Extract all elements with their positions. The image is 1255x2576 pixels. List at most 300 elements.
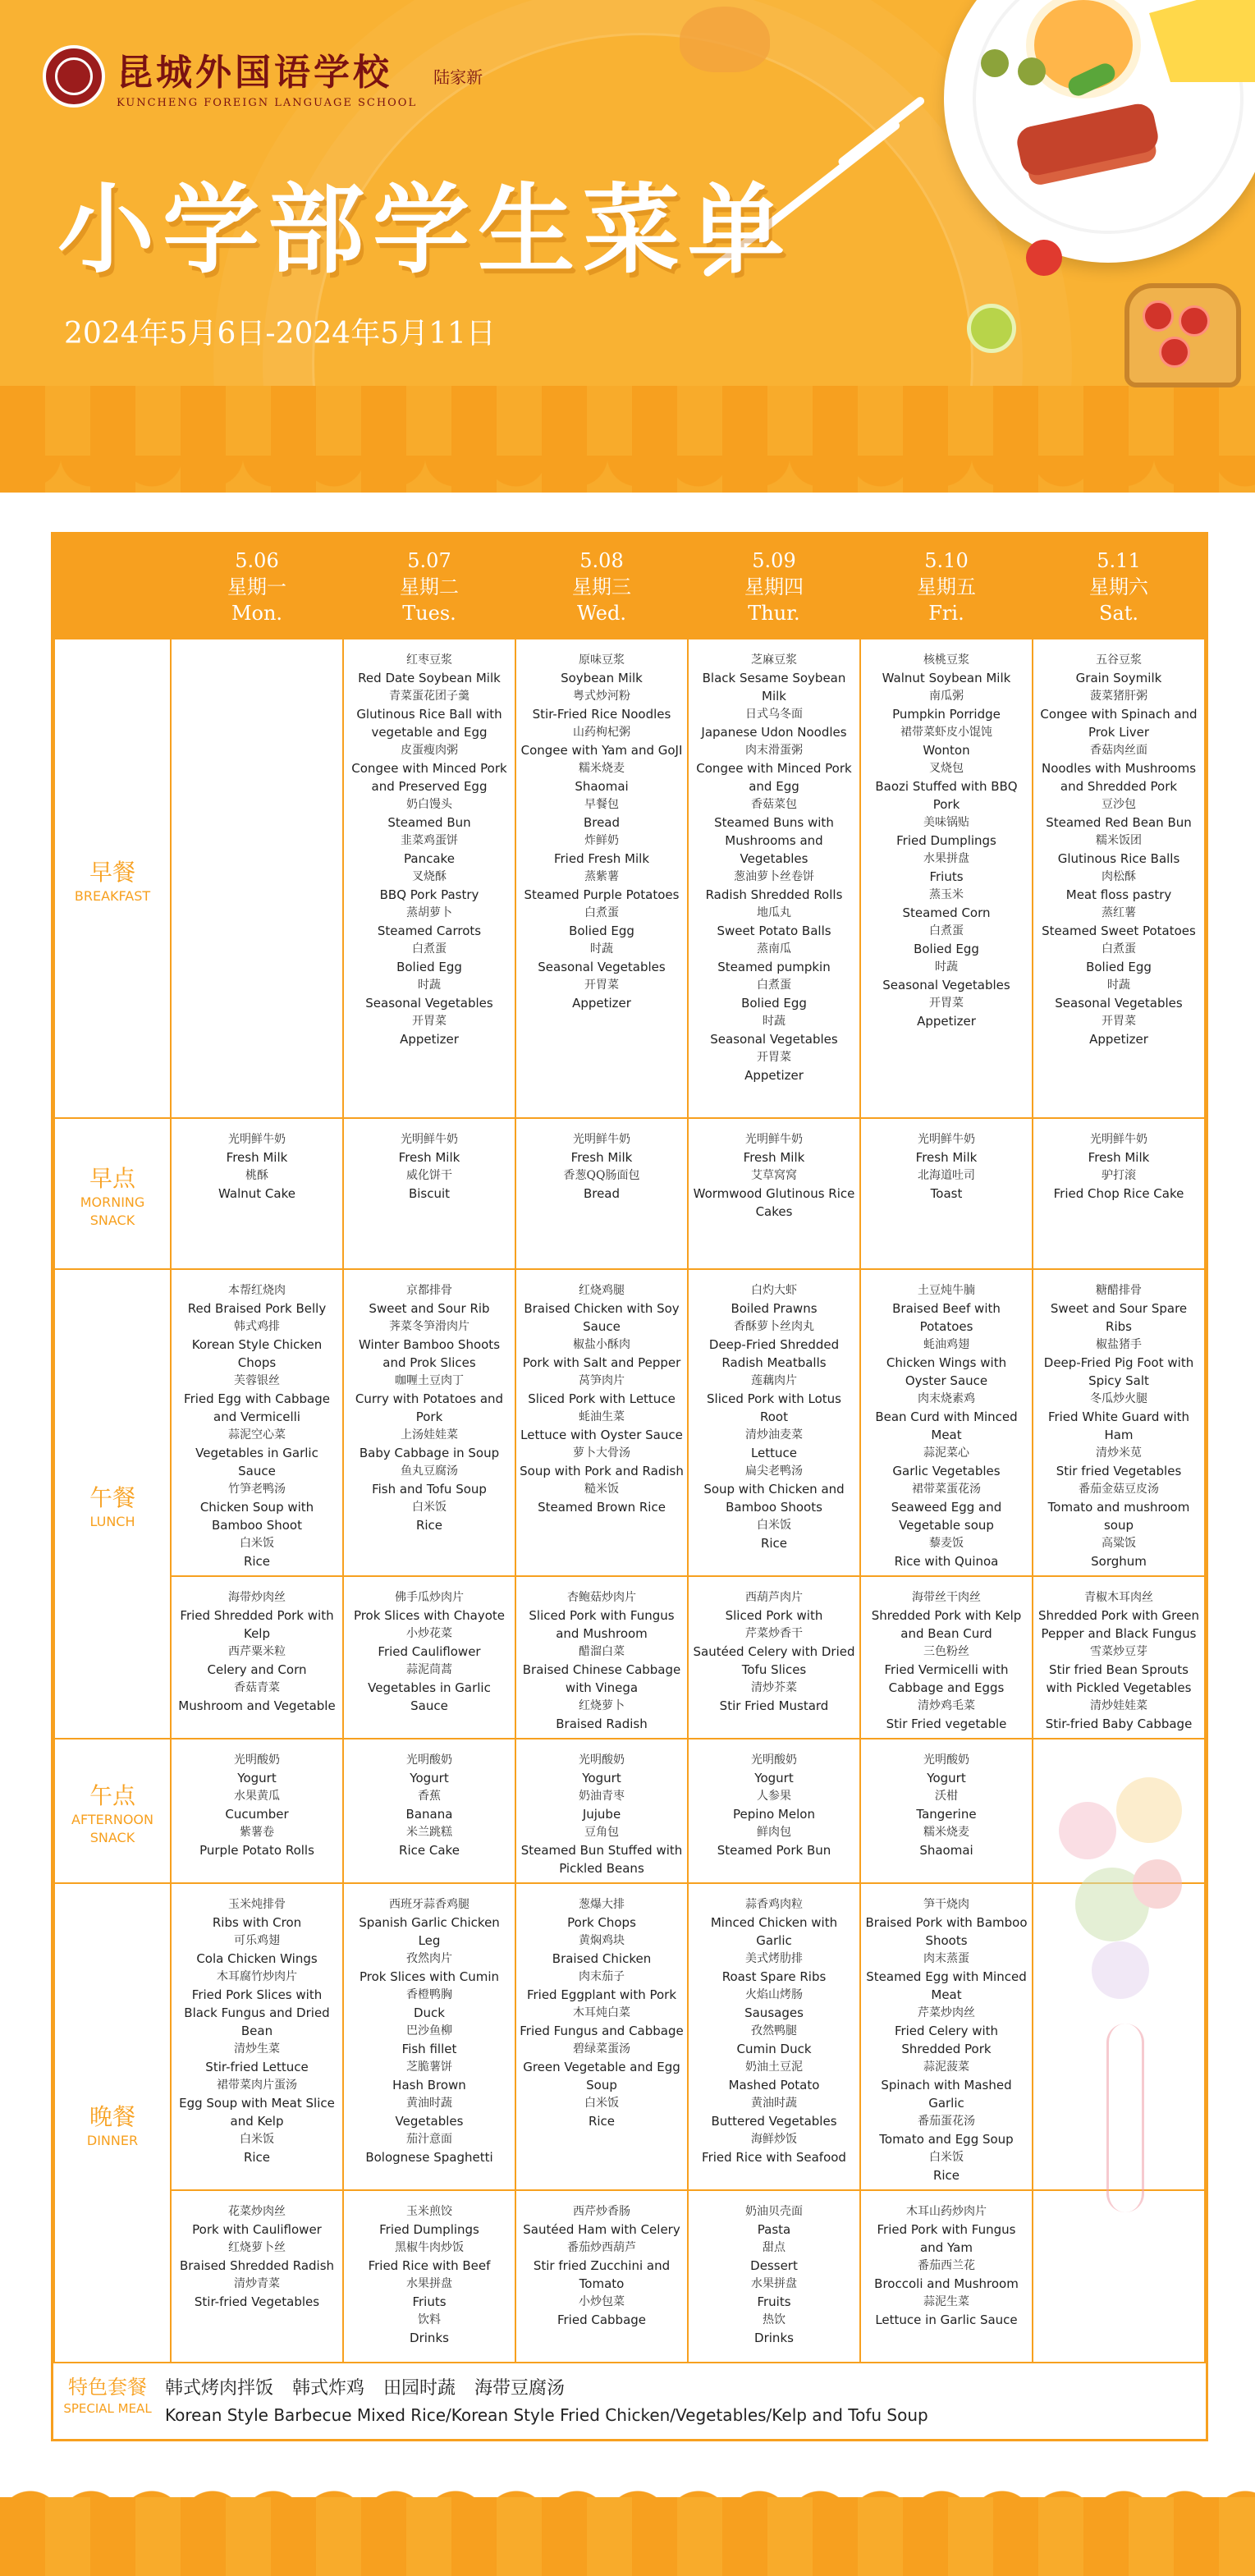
dish-name-cn: 美味锅贴 [923,816,969,829]
menu-cell [688,2190,860,2363]
dish-name-en: Steamed Corn [902,905,991,920]
dish-name-en: Deep-Fried Shredded Radish Meatballs [708,1337,840,1370]
dish-name-cn: 青菜蛋花团子羹 [389,690,469,703]
dish-name-cn: 肉末滑蛋粥 [745,744,803,757]
tomato-slice-decoration [1159,337,1190,368]
dish-name-en: Fried Rice with Seafood [702,2150,846,2165]
dish-name-en: Tomato and Egg Soup [879,2132,1014,2147]
dish-name-en: Congee with Spinach and Prok Liver [1040,707,1198,740]
menu-cell [515,1269,688,1576]
dish-name-cn: 韩式鸡排 [234,1320,280,1333]
menu-cell [343,1576,515,1739]
dish-name-cn: 葱爆大排 [579,1898,625,1911]
dish-name-en: Steamed Buns with Mushrooms and Vegetables [714,815,834,866]
dish-name-en: Bolied Egg [914,942,979,956]
menu-cell [860,1883,1033,2190]
dish-name-cn: 醋溜白菜 [579,1645,625,1658]
dish-name-cn: 时蔬 [1107,979,1130,992]
dish-name-en: Sweet Potato Balls [717,924,831,938]
dish-name-en: Seasonal Vegetables [365,996,493,1011]
dish-name-en: Cucumber [225,1807,289,1822]
dish-name-en: Mushroom and Vegetable [178,1698,336,1713]
dish-name-en: Drinks [410,2331,449,2345]
dish-name-en: Fried Rice with Beef [368,2258,491,2273]
dish-name-cn: 番茄西兰花 [918,2259,975,2272]
flower-bouquet-decoration [1042,1753,1198,2237]
dish-name-cn: 椒盐小酥肉 [573,1338,630,1351]
dish-name-cn: 花菜炒肉丝 [228,2205,286,2218]
dish-name-en: Fresh Milk [570,1150,633,1165]
dish-name-en: Chicken Soup with Bamboo Shoot [199,1500,314,1533]
dish-name-cn: 日式乌冬面 [745,708,803,721]
dish-name-en: Steamed Carrots [377,924,482,938]
dish-name-en: Seaweed Egg and Vegetable soup [891,1500,1002,1533]
dish-name-cn: 人参果 [757,1790,791,1803]
dish-name-en: Cola Chicken Wings [196,1951,318,1966]
dish-name-cn: 清炒青菜 [234,2277,280,2290]
dish-name-cn: 冬瓜炒火腿 [1090,1392,1147,1405]
menu-table [51,532,1208,2441]
dish-name-cn: 蒸玉米 [929,888,964,901]
day-header: 5.08 星期三 Wed. [515,535,688,639]
dish-name-en: Sliced Pork with Fungus and Mushroom [529,1608,675,1641]
dish-name-en: Yogurt [237,1771,277,1785]
dish-name-en: Wonton [923,743,970,758]
dish-name-cn: 沃柑 [935,1790,958,1803]
dish-name-en: Fried Fungus and Cabbage [520,2024,684,2038]
dish-name-cn: 海带丝干肉丝 [912,1591,981,1604]
dish-name-en: Fresh Milk [743,1150,805,1165]
dish-name-cn: 白灼大虾 [751,1284,797,1297]
dish-name-en: Fried Fresh Milk [553,851,650,866]
dish-name-en: Pork Chops [567,1915,636,1930]
dish-name-cn: 裙带菜肉片蛋汤 [217,2079,297,2092]
dish-name-cn: 叉烧酥 [412,870,447,883]
dish-name-cn: 可乐鸡翅 [234,1934,280,1947]
school-signature: 陆家新 [433,67,483,87]
dish-name-en: Sautéed Ham with Celery [523,2222,680,2237]
dish-name-cn: 光明酸奶 [579,1753,625,1767]
dish-name-cn: 时蔬 [590,942,613,956]
dish-name-en: Cumin Duck [736,2042,812,2056]
dish-name-cn: 肉末蒸蛋 [923,1952,969,1965]
menu-cell [688,1883,860,2190]
menu-cell [860,1118,1033,1269]
dish-name-cn: 美式烤肋排 [745,1952,803,1965]
dish-name-cn: 上汤娃娃菜 [401,1428,458,1442]
dish-name-en: Vegetables in Garlic Sauce [368,1680,491,1713]
dish-name-en: Chicken Wings with Oyster Sauce [886,1355,1007,1388]
dish-name-en: Fried Cauliflower [378,1644,481,1659]
dish-name-cn: 红烧萝卜丝 [228,2241,286,2254]
dish-name-cn: 水果拼盘 [406,2277,452,2290]
menu-cell [1033,639,1205,1118]
olive-decoration [981,49,1009,77]
meal-row-lunch [54,1269,1205,1576]
dish-name-cn: 高粱饭 [1102,1537,1136,1550]
menu-cell [171,2190,343,2363]
dish-name-en: Fried White Guard with Ham [1047,1409,1190,1442]
dish-name-en: Red Braised Pork Belly [187,1301,327,1316]
dish-name-en: BBQ Pork Pastry [379,887,479,902]
dish-name-cn: 韭菜鸡蛋饼 [401,834,458,847]
dish-name-en: Bolognese Spaghetti [365,2150,493,2165]
menu-cell [343,1883,515,2190]
tomato-decoration [1026,240,1062,276]
day-header: 5.11 星期六 Sat. [1033,535,1205,639]
dish-name-en: Walnut Cake [218,1186,295,1201]
dish-name-en: Braised Radish [556,1717,648,1731]
menu-cell [343,2190,515,2363]
dish-name-cn: 水果黄瓜 [234,1790,280,1803]
dish-name-en: Prok Slices with Chayote [353,1608,506,1623]
dish-name-cn: 驴打滚 [1102,1169,1136,1182]
dish-name-cn: 热饮 [763,2313,786,2326]
dish-name-en: Sliced Pork with [725,1608,823,1623]
dish-name-cn: 鱼丸豆腐汤 [401,1464,458,1478]
dish-name-en: Steamed Bun [387,815,471,830]
dish-name-en: Soup with Pork and Radish [520,1464,684,1478]
dish-name-en: Rice [415,1518,443,1533]
menu-cell [343,1269,515,1576]
corner-cell [54,535,171,639]
dish-name-cn: 巴沙鱼柳 [406,2024,452,2037]
dish-name-en: Fried Shredded Pork with Kelp [180,1608,334,1641]
dish-name-cn: 黄焖鸡块 [579,1934,625,1947]
menu-cell [688,1118,860,1269]
dish-name-cn: 玉米煎饺 [406,2205,452,2218]
dish-name-cn: 光明酸奶 [406,1753,452,1767]
dish-name-en: Soup with Chicken and Bamboo Shoots [703,1482,845,1515]
meal-row-dinner-extra [54,2190,1205,2363]
dish-name-en: Jujube [582,1807,621,1822]
dish-name-cn: 北海道吐司 [918,1169,975,1182]
dish-name-en: Yogurt [410,1771,449,1785]
dish-name-cn: 蒜泥菜心 [923,1446,969,1460]
dish-name-cn: 小炒包菜 [579,2295,625,2308]
dish-name-en: Stir Fried Mustard [719,1698,829,1713]
dish-name-cn: 开胃菜 [757,1051,791,1064]
dish-name-en: Bread [583,815,621,830]
dish-name-en: Biscuit [408,1186,451,1201]
dish-name-cn: 香橙鸭胸 [406,1988,452,2001]
dish-name-cn: 光明鲜牛奶 [228,1133,286,1146]
dish-name-cn: 小炒花菜 [406,1627,452,1640]
menu-cell [171,1883,343,2190]
dish-name-cn: 光明酸奶 [234,1753,280,1767]
dish-name-cn: 肉末烧素鸡 [918,1392,975,1405]
dish-name-cn: 光明鲜牛奶 [401,1133,458,1146]
dish-name-en: Bolied Egg [396,960,462,974]
dish-name-en: Sausages [744,2005,804,2020]
dish-name-cn: 原味豆浆 [579,653,625,667]
dish-name-en: Rice [760,1536,788,1551]
tomato-slice-decoration [1143,300,1174,332]
dish-name-cn: 芝脆薯饼 [406,2060,452,2074]
dish-name-en: Lettuce [750,1446,798,1460]
dish-name-cn: 青椒木耳肉丝 [1084,1591,1153,1604]
dish-name-en: Rice with Quinoa [894,1554,999,1569]
dish-name-en: Pork with Cauliflower [192,2222,322,2237]
dish-name-cn: 番茄金菇豆皮汤 [1079,1483,1159,1496]
dish-name-cn: 蚝油鸡翅 [923,1338,969,1351]
dish-name-en: Rice Cake [399,1843,460,1858]
dish-name-en: Fried Chop Rice Cake [1053,1186,1184,1201]
dish-name-en: Steamed Pork Bun [717,1843,831,1858]
meal-row-breakfast [54,639,1205,1118]
day-header-row [54,535,1205,639]
menu-cell [1033,1118,1205,1269]
dish-name-en: Steamed Red Bean Bun [1046,815,1192,830]
dish-name-cn: 鲜肉包 [757,1826,791,1839]
dish-name-cn: 红烧鸡腿 [579,1284,625,1297]
dish-name-cn: 糖醋排骨 [1096,1284,1142,1297]
dish-name-en: Steamed Egg with Minced Meat [866,1969,1027,2002]
dish-name-cn: 蒜泥空心菜 [228,1428,286,1442]
dish-name-cn: 开胃菜 [584,979,619,992]
dish-name-cn: 红枣豆浆 [406,653,452,667]
day-header: 5.10 星期五 Fri. [860,535,1033,639]
dish-name-cn: 核桃豆浆 [923,653,969,667]
menu-cell [343,639,515,1118]
dish-name-en: Rice [243,1554,271,1569]
dish-name-en: Appetizer [744,1068,804,1083]
dish-name-cn: 葱油萝卜丝卷饼 [734,870,814,883]
dish-name-en: Stir-Fried Rice Noodles [532,707,671,722]
dish-name-cn: 饮料 [418,2313,441,2326]
dish-name-cn: 碧绿菜蛋汤 [573,2042,630,2056]
dish-name-en: Fish and Tofu Soup [372,1482,487,1497]
dish-name-en: Toast [930,1186,963,1201]
school-name-en: KUNCHENG FOREIGN LANGUAGE SCHOOL [117,97,418,109]
dish-name-cn: 清炒米苋 [1096,1446,1142,1460]
dish-name-en: Fried Dumplings [379,2222,479,2237]
dish-name-cn: 茄汁意面 [406,2133,452,2146]
dish-name-en: Rice [243,2150,271,2165]
dish-name-cn: 清炒生菜 [234,2042,280,2056]
menu-cell [171,1739,343,1883]
dish-name-en: Black Sesame Soybean Milk [702,671,846,704]
dish-name-cn: 香葱QQ肠面包 [563,1169,640,1182]
dish-name-en: Sliced Pork with Lettuce [528,1391,676,1406]
dish-name-cn: 竹笋老鸭汤 [228,1483,286,1496]
dish-name-cn: 白煮蛋 [412,942,447,956]
dish-name-en: Stir Fried vegetable [886,1717,1007,1731]
dish-name-cn: 香菇青菜 [234,1681,280,1694]
dish-name-en: Roast Spare Ribs [721,1969,827,1984]
dish-name-cn: 紫薯卷 [240,1826,274,1839]
dish-name-en: Stir-fried Vegetables [194,2294,320,2309]
meal-label: 午餐 LUNCH [54,1269,171,1739]
dish-name-cn: 白煮蛋 [757,979,791,992]
dish-name-cn: 三色粉丝 [923,1645,969,1658]
dish-name-en: Seasonal Vegetables [710,1032,838,1047]
dish-name-en: Stir fried Zucchini and Tomato [533,2258,671,2291]
dish-name-cn: 炸鲜奶 [584,834,619,847]
dish-name-cn: 莲藕肉片 [751,1374,797,1387]
dish-name-cn: 粤式炒河粉 [573,690,630,703]
dish-name-en: Winter Bamboo Shoots and Prok Slices [358,1337,501,1370]
dish-name-cn: 咖喱土豆肉丁 [395,1374,464,1387]
meal-label: 早点 MORNING SNACK [54,1118,171,1269]
dish-name-en: Steamed Purple Potatoes [524,887,680,902]
dish-name-cn: 椒盐猪手 [1096,1338,1142,1351]
dish-name-en: Banana [405,1807,453,1822]
dish-name-en: Sweet and Sour Spare Ribs [1050,1301,1188,1334]
dish-name-en: Bolied Egg [569,924,634,938]
dish-name-en: Pork with Salt and Pepper [522,1355,681,1370]
special-meal [53,2363,1206,2439]
dish-name-cn: 白煮蛋 [1102,942,1136,956]
dish-name-en: Fried Cabbage [557,2312,647,2327]
dish-name-en: Appetizer [572,996,631,1011]
menu-cell [343,1739,515,1883]
dish-name-en: Bolied Egg [741,996,807,1011]
school-seal-icon [43,45,105,108]
dish-name-cn: 裙带菜虾皮小馄饨 [900,726,992,739]
dish-name-cn: 早餐包 [584,798,619,811]
dish-name-cn: 番茄炒西葫芦 [567,2241,636,2254]
dish-name-en: Shredded Pork with Green Pepper and Black Fungus [1038,1608,1199,1641]
dish-name-cn: 蒜泥生菜 [923,2295,969,2308]
dish-name-cn: 时蔬 [763,1015,786,1028]
dish-name-cn: 蒸南瓜 [757,942,791,956]
dish-name-en: Hash Brown [392,2078,466,2092]
dish-name-en: Fried Celery with Shredded Pork [894,2024,999,2056]
dish-name-cn: 光明酸奶 [751,1753,797,1767]
dish-name-cn: 荠菜冬笋滑肉片 [389,1320,469,1333]
dish-name-cn: 芙蓉银丝 [234,1374,280,1387]
dish-name-en: Noodles with Mushrooms and Shredded Pork [1041,761,1197,794]
dish-name-en: Yogurt [927,1771,966,1785]
dish-name-en: Appetizer [400,1032,459,1047]
dish-name-cn: 光明鲜牛奶 [745,1133,803,1146]
dish-name-cn: 番茄蛋花汤 [918,2115,975,2128]
day-header: 5.06 星期一 Mon. [171,535,343,639]
dish-name-cn: 奶白馒头 [406,798,452,811]
dish-name-en: Japanese Udon Noodles [701,725,847,740]
menu-cell [171,1576,343,1739]
dish-name-en: Mashed Potato [728,2078,820,2092]
dish-name-cn: 本帮红烧肉 [228,1284,286,1297]
dish-name-cn: 芝麻豆浆 [751,653,797,667]
dish-name-en: Fried Egg with Cabbage and Vermicelli [184,1391,330,1424]
dish-name-en: Friuts [929,869,964,884]
meal-row-lunch-extra [54,1576,1205,1739]
dish-name-cn: 糙米饭 [584,1483,619,1496]
dish-name-en: Stir fried Bean Sprouts with Pickled Vegetables [1046,1662,1192,1695]
meal-label: 早餐 BREAKFAST [54,639,171,1118]
dish-name-cn: 五谷豆浆 [1096,653,1142,667]
dish-name-cn: 肉松酥 [1102,870,1136,883]
dish-name-en: Yogurt [754,1771,794,1785]
dish-name-en: Purple Potato Rolls [199,1843,314,1858]
dish-name-cn: 白煮蛋 [929,924,964,937]
olive-decoration [1018,57,1046,85]
dish-name-en: Tomato and mushroom soup [1047,1500,1190,1533]
menu-cell [860,639,1033,1118]
dish-name-en: Broccoli and Mushroom [874,2276,1019,2291]
dish-name-cn: 开胃菜 [929,997,964,1010]
dish-name-cn: 糯米饭团 [1096,834,1142,847]
menu-cell [515,1576,688,1739]
croissant-decoration [680,7,770,72]
dish-name-cn: 山药枸杞粥 [573,726,630,739]
dish-name-cn: 光明鲜牛奶 [1090,1133,1147,1146]
dish-name-cn: 艾草窝窝 [751,1169,797,1182]
dish-name-en: Steamed Sweet Potatoes [1042,924,1196,938]
dish-name-en: Steamed pumpkin [717,960,831,974]
dish-name-cn: 地瓜丸 [757,906,791,919]
dish-name-cn: 白米饭 [240,2133,274,2146]
toast-decoration [1124,283,1241,387]
dish-name-en: Bean Curd with Minced Meat [875,1409,1018,1442]
dish-name-cn: 奶油贝壳面 [745,2205,803,2218]
dish-name-cn: 海鲜炒饭 [751,2133,797,2146]
dish-name-cn: 时蔬 [935,960,958,974]
dish-name-cn: 黑椒牛肉炒饭 [395,2241,464,2254]
dish-name-en: Shaomai [575,779,629,794]
menu-cell [171,1269,343,1576]
dish-name-cn: 莴笋肉片 [579,1374,625,1387]
dish-name-cn: 木耳山药炒肉片 [906,2205,987,2218]
dish-name-en: Congee with Minced Pork and Egg [696,761,852,794]
lime-decoration [967,304,1016,353]
dish-name-cn: 土豆炖牛腩 [918,1284,975,1297]
dish-name-cn: 香菇肉丝面 [1090,744,1147,757]
dish-name-en: Pumpkin Porridge [892,707,1001,722]
dish-name-en: Walnut Soybean Milk [882,671,1011,685]
dish-name-cn: 香蕉 [418,1790,441,1803]
dish-name-cn: 白煮蛋 [584,906,619,919]
dish-name-cn: 裙带菜蛋花汤 [912,1483,981,1496]
dish-name-en: Spanish Garlic Chicken Leg [359,1915,500,1948]
dish-name-en: Vegetables [395,2114,464,2129]
dish-name-cn: 白米饭 [412,1501,447,1514]
dish-name-cn: 皮蛋瘦肉粥 [401,744,458,757]
dish-name-en: Tangerine [916,1807,977,1822]
dish-name-en: Congee with Minced Pork and Preserved Egg [351,761,507,794]
menu-cell [860,2190,1033,2363]
dish-name-en: Sorghum [1091,1554,1147,1569]
dish-name-cn: 南瓜粥 [929,690,964,703]
dish-name-cn: 蒜泥菠菜 [923,2060,969,2074]
meal-label: 晚餐 DINNER [54,1883,171,2363]
dish-name-en: Vegetables in Garlic Sauce [195,1446,318,1478]
menu-cell [515,639,688,1118]
dish-name-en: Fried Pork with Fungus and Yam [877,2222,1016,2255]
dish-name-cn: 光明酸奶 [923,1753,969,1767]
dish-name-cn: 蒸红薯 [1102,906,1136,919]
dish-name-en: Dessert [750,2258,798,2273]
dish-name-en: Bolied Egg [1086,960,1152,974]
dish-name-en: Rice [932,2168,960,2183]
dish-name-en: Stir-fried Lettuce [205,2060,309,2074]
dish-name-en: Fresh Milk [398,1150,460,1165]
page-title: 小学部学生菜单 [57,173,794,286]
dish-name-cn: 豆沙包 [1102,798,1136,811]
dish-name-en: Lettuce in Garlic Sauce [875,2312,1018,2327]
dish-name-cn: 白米饭 [240,1537,274,1550]
menu-cell [515,1883,688,2190]
menu-cell [171,639,343,1118]
dish-name-en: Stir-fried Baby Cabbage [1045,1717,1193,1731]
menu-cell [688,1739,860,1883]
dish-name-en: Boiled Prawns [731,1301,818,1316]
dish-name-en: Wormwood Glutinous Rice Cakes [693,1186,855,1219]
dish-name-en: Appetizer [917,1014,976,1029]
dish-name-cn: 桃酥 [245,1169,268,1182]
